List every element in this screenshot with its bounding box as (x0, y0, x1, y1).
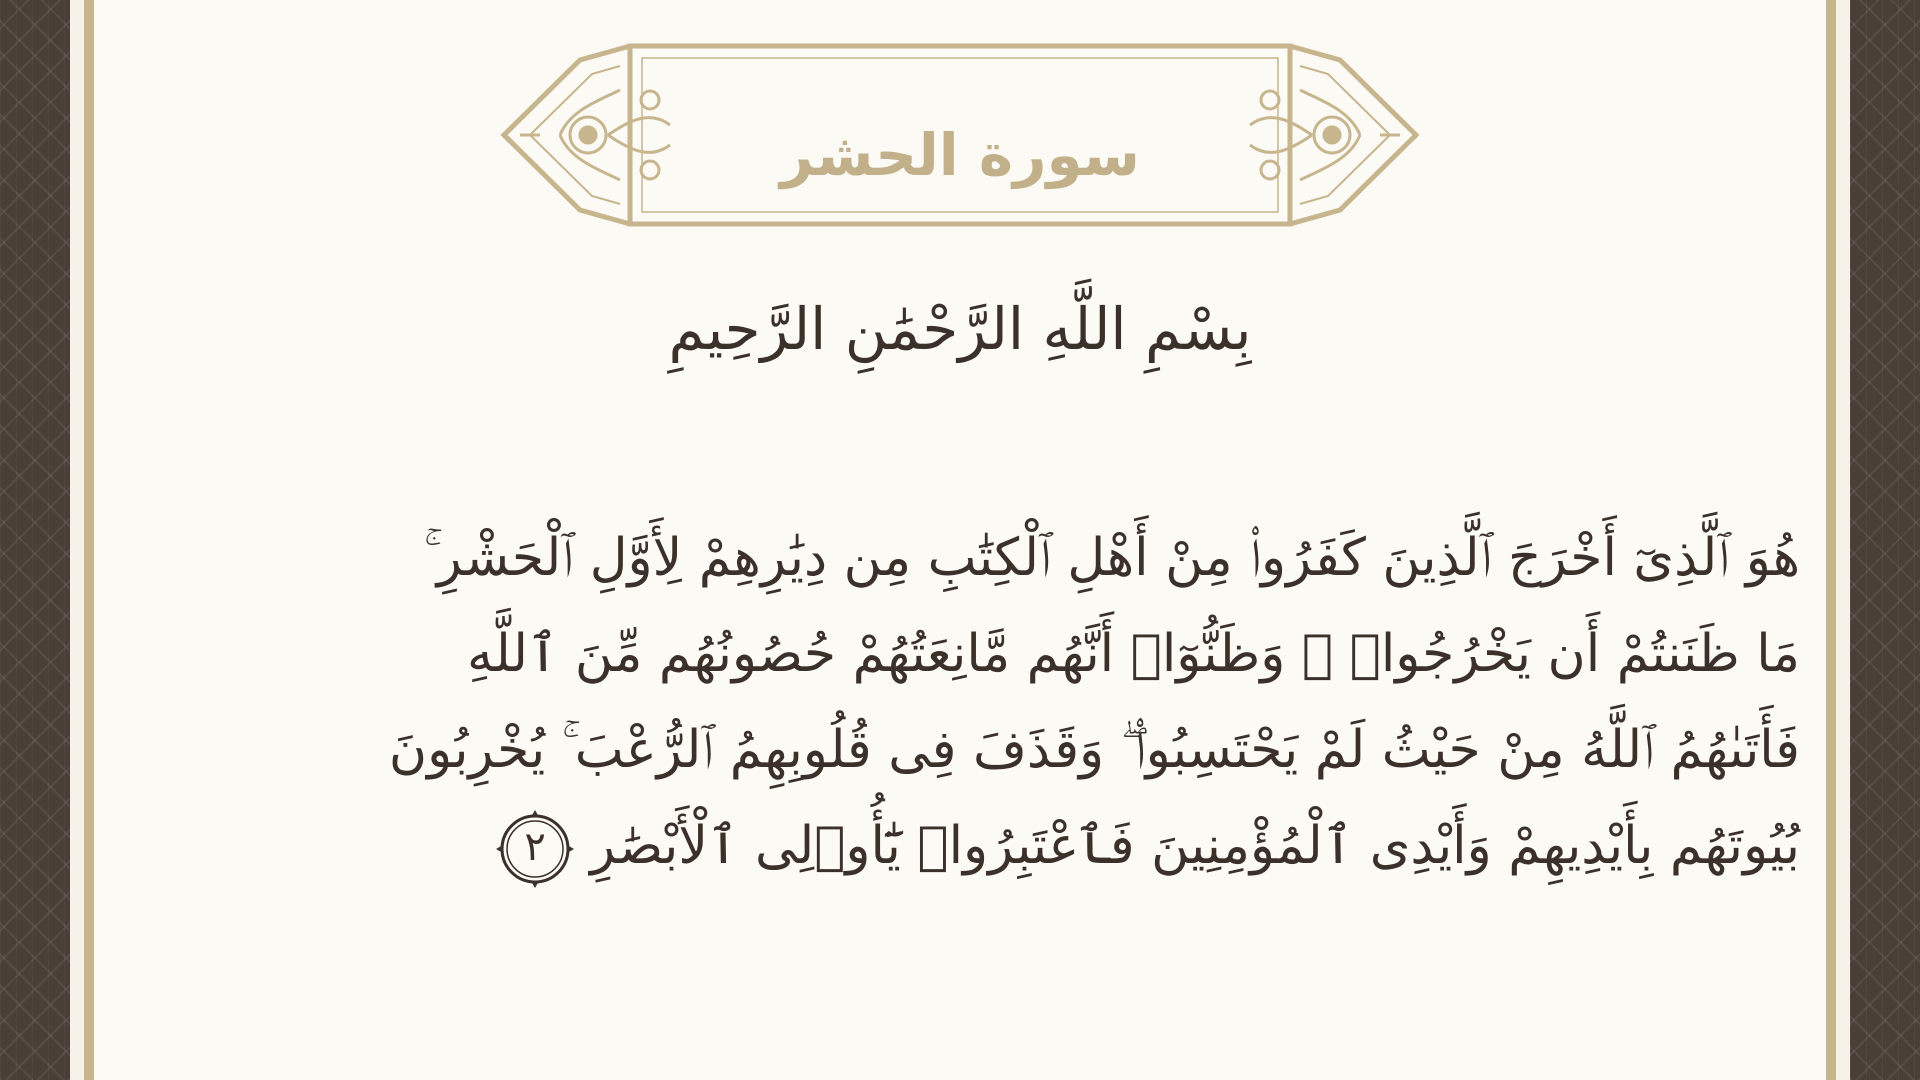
verse-line-3: فَأَتَىٰهُمُ ٱللَّهُ مِنْ حَيْثُ لَمْ يَحْتَسِبُوا۟ ۖ وَقَذَفَ فِى قُلُوبِهِمُ ٱلرُّعْبَ ۚ يُخْرِبُونَ (388, 720, 1800, 780)
ayah-number: ٢ (524, 824, 546, 870)
basmala: بِسْمِ اللَّهِ الرَّحْمَٰنِ الرَّحِيمِ (668, 295, 1252, 363)
surah-title: سورة الحشر (780, 121, 1140, 189)
verse-line-2: مَا ظَنَنتُمْ أَن يَخْرُجُوا۟ ۖ وَظَنُّوٓا۟ أَنَّهُم مَّانِعَتُهُمْ حُصُونُهُم مِّنَ ٱللَّهِ (466, 624, 1800, 684)
ayah-marker (494, 808, 576, 890)
right-decorative-border (1850, 0, 1920, 1080)
left-gold-rule (84, 0, 94, 1080)
verse-line-4 (170, 798, 1800, 894)
left-decorative-border (0, 0, 70, 1080)
verse-line-4-text: بُيُوتَهُم بِأَيْدِيهِمْ وَأَيْدِى ٱلْمُؤْمِنِينَ فَٱعْتَبِرُوا۟ يَٰٓأُو۟لِى ٱلْأَبْصَٰرِ (590, 816, 1800, 876)
right-gold-rule (1826, 0, 1836, 1080)
verse-line-1: هُوَ ٱلَّذِىٓ أَخْرَجَ ٱلَّذِينَ كَفَرُوا۟ مِنْ أَهْلِ ٱلْكِتَٰبِ مِن دِيَٰرِهِمْ لِأَوَّلِ ٱلْحَشْرِ ۚ (423, 528, 1800, 588)
verse-block (170, 510, 1800, 894)
surah-title-frame (500, 40, 1420, 230)
